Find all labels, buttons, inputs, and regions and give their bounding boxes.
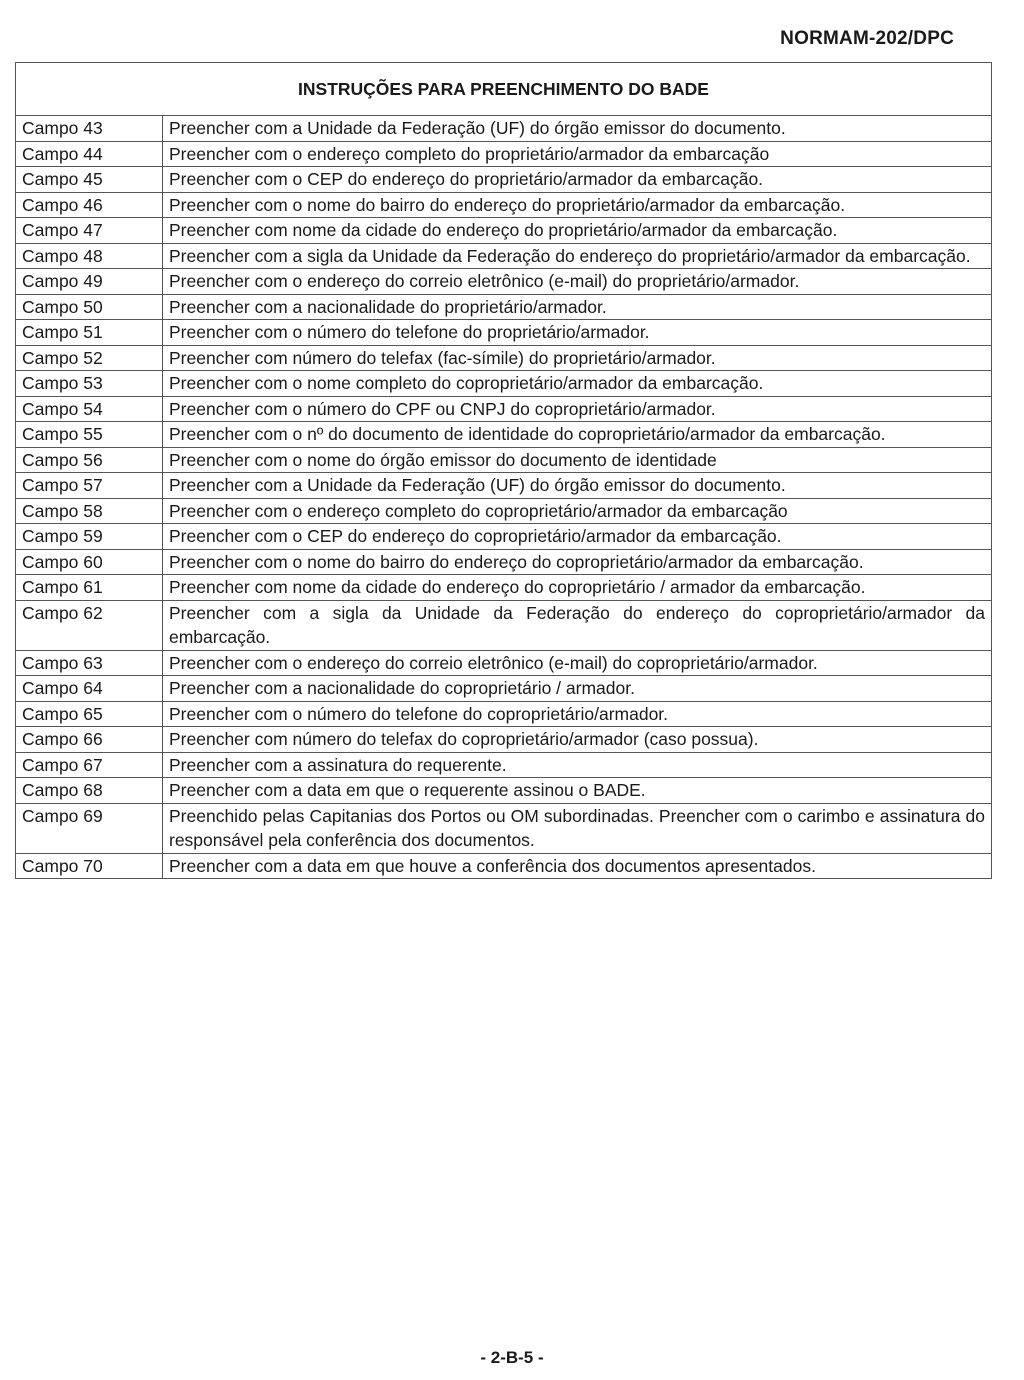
campo-label: Campo 69 bbox=[16, 803, 163, 853]
campo-label: Campo 68 bbox=[16, 778, 163, 804]
campo-label: Campo 45 bbox=[16, 167, 163, 193]
campo-instruction: Preencher com a data em que o requerente assinou o BADE. bbox=[163, 778, 992, 804]
table-row bbox=[16, 116, 992, 142]
campo-label: Campo 55 bbox=[16, 422, 163, 448]
campo-label: Campo 49 bbox=[16, 269, 163, 295]
campo-instruction: Preencher com a assinatura do requerente. bbox=[163, 752, 992, 778]
table-row bbox=[16, 600, 992, 650]
campo-instruction: Preencher com o nome do bairro do endereço do coproprietário/armador da embarcação. bbox=[163, 549, 992, 575]
campo-instruction: Preencher com número do telefax do coproprietário/armador (caso possua). bbox=[163, 727, 992, 753]
campo-instruction: Preencher com o nome do órgão emissor do documento de identidade bbox=[163, 447, 992, 473]
campo-label: Campo 50 bbox=[16, 294, 163, 320]
table-body bbox=[16, 116, 992, 879]
campo-label: Campo 63 bbox=[16, 650, 163, 676]
campo-instruction: Preencher com a sigla da Unidade da Federação do endereço do coproprietário/armador da embarcação. bbox=[163, 600, 992, 650]
table-row bbox=[16, 345, 992, 371]
campo-instruction: Preencher com o CEP do endereço do coproprietário/armador da embarcação. bbox=[163, 524, 992, 550]
campo-label: Campo 47 bbox=[16, 218, 163, 244]
campo-instruction: Preencher com o número do telefone do coproprietário/armador. bbox=[163, 701, 992, 727]
campo-label: Campo 57 bbox=[16, 473, 163, 499]
table-row bbox=[16, 320, 992, 346]
campo-label: Campo 65 bbox=[16, 701, 163, 727]
campo-instruction: Preenchido pelas Capitanias dos Portos ou OM subordinadas. Preencher com o carimbo e assinatura do responsável pela conferência dos documentos. bbox=[163, 803, 992, 853]
table-row bbox=[16, 650, 992, 676]
campo-label: Campo 59 bbox=[16, 524, 163, 550]
table-row bbox=[16, 701, 992, 727]
table-row bbox=[16, 778, 992, 804]
campo-label: Campo 51 bbox=[16, 320, 163, 346]
instructions-table bbox=[15, 62, 992, 879]
table-row bbox=[16, 752, 992, 778]
table-row bbox=[16, 803, 992, 853]
table-row bbox=[16, 727, 992, 753]
campo-label: Campo 60 bbox=[16, 549, 163, 575]
campo-label: Campo 52 bbox=[16, 345, 163, 371]
page-number: - 2-B-5 - bbox=[480, 1348, 544, 1367]
campo-label: Campo 58 bbox=[16, 498, 163, 524]
table-row bbox=[16, 243, 992, 269]
table-row bbox=[16, 575, 992, 601]
campo-instruction: Preencher com a Unidade da Federação (UF) do órgão emissor do documento. bbox=[163, 116, 992, 142]
campo-label: Campo 70 bbox=[16, 853, 163, 879]
campo-instruction: Preencher com número do telefax (fac-símile) do proprietário/armador. bbox=[163, 345, 992, 371]
table-row bbox=[16, 549, 992, 575]
table-row bbox=[16, 141, 992, 167]
campo-label: Campo 61 bbox=[16, 575, 163, 601]
campo-label: Campo 54 bbox=[16, 396, 163, 422]
campo-instruction: Preencher com o endereço completo do coproprietário/armador da embarcação bbox=[163, 498, 992, 524]
campo-instruction: Preencher com a nacionalidade do proprietário/armador. bbox=[163, 294, 992, 320]
table-row bbox=[16, 524, 992, 550]
campo-label: Campo 56 bbox=[16, 447, 163, 473]
campo-label: Campo 66 bbox=[16, 727, 163, 753]
campo-instruction: Preencher com a data em que houve a conferência dos documentos apresentados. bbox=[163, 853, 992, 879]
campo-label: Campo 48 bbox=[16, 243, 163, 269]
campo-instruction: Preencher com o endereço do correio eletrônico (e-mail) do proprietário/armador. bbox=[163, 269, 992, 295]
campo-instruction: Preencher com o nome do bairro do endereço do proprietário/armador da embarcação. bbox=[163, 192, 992, 218]
table-row bbox=[16, 294, 992, 320]
campo-instruction: Preencher com a nacionalidade do coproprietário / armador. bbox=[163, 676, 992, 702]
campo-label: Campo 43 bbox=[16, 116, 163, 142]
table-row bbox=[16, 498, 992, 524]
campo-instruction: Preencher com o número do telefone do proprietário/armador. bbox=[163, 320, 992, 346]
document-code: NORMAM-202/DPC bbox=[780, 28, 954, 49]
campo-instruction: Preencher com nome da cidade do endereço do coproprietário / armador da embarcação. bbox=[163, 575, 992, 601]
table-row bbox=[16, 192, 992, 218]
table-row bbox=[16, 269, 992, 295]
table-title: INSTRUÇÕES PARA PREENCHIMENTO DO BADE bbox=[16, 63, 992, 116]
table-row bbox=[16, 853, 992, 879]
table-row bbox=[16, 422, 992, 448]
table-row bbox=[16, 396, 992, 422]
campo-instruction: Preencher com o endereço do correio eletrônico (e-mail) do coproprietário/armador. bbox=[163, 650, 992, 676]
table-row bbox=[16, 447, 992, 473]
campo-label: Campo 46 bbox=[16, 192, 163, 218]
campo-instruction: Preencher com o CEP do endereço do proprietário/armador da embarcação. bbox=[163, 167, 992, 193]
campo-label: Campo 64 bbox=[16, 676, 163, 702]
table-row bbox=[16, 218, 992, 244]
campo-instruction: Preencher com o endereço completo do proprietário/armador da embarcação bbox=[163, 141, 992, 167]
table-row bbox=[16, 676, 992, 702]
campo-label: Campo 62 bbox=[16, 600, 163, 650]
table-row bbox=[16, 371, 992, 397]
table-row bbox=[16, 167, 992, 193]
campo-instruction: Preencher com o nº do documento de identidade do coproprietário/armador da embarcação. bbox=[163, 422, 992, 448]
campo-instruction: Preencher com nome da cidade do endereço do proprietário/armador da embarcação. bbox=[163, 218, 992, 244]
campo-instruction: Preencher com o número do CPF ou CNPJ do coproprietário/armador. bbox=[163, 396, 992, 422]
campo-label: Campo 44 bbox=[16, 141, 163, 167]
campo-instruction: Preencher com o nome completo do coproprietário/armador da embarcação. bbox=[163, 371, 992, 397]
campo-instruction: Preencher com a Unidade da Federação (UF) do órgão emissor do documento. bbox=[163, 473, 992, 499]
table-row bbox=[16, 473, 992, 499]
campo-instruction: Preencher com a sigla da Unidade da Federação do endereço do proprietário/armador da embarcação. bbox=[163, 243, 992, 269]
campo-label: Campo 67 bbox=[16, 752, 163, 778]
campo-label: Campo 53 bbox=[16, 371, 163, 397]
